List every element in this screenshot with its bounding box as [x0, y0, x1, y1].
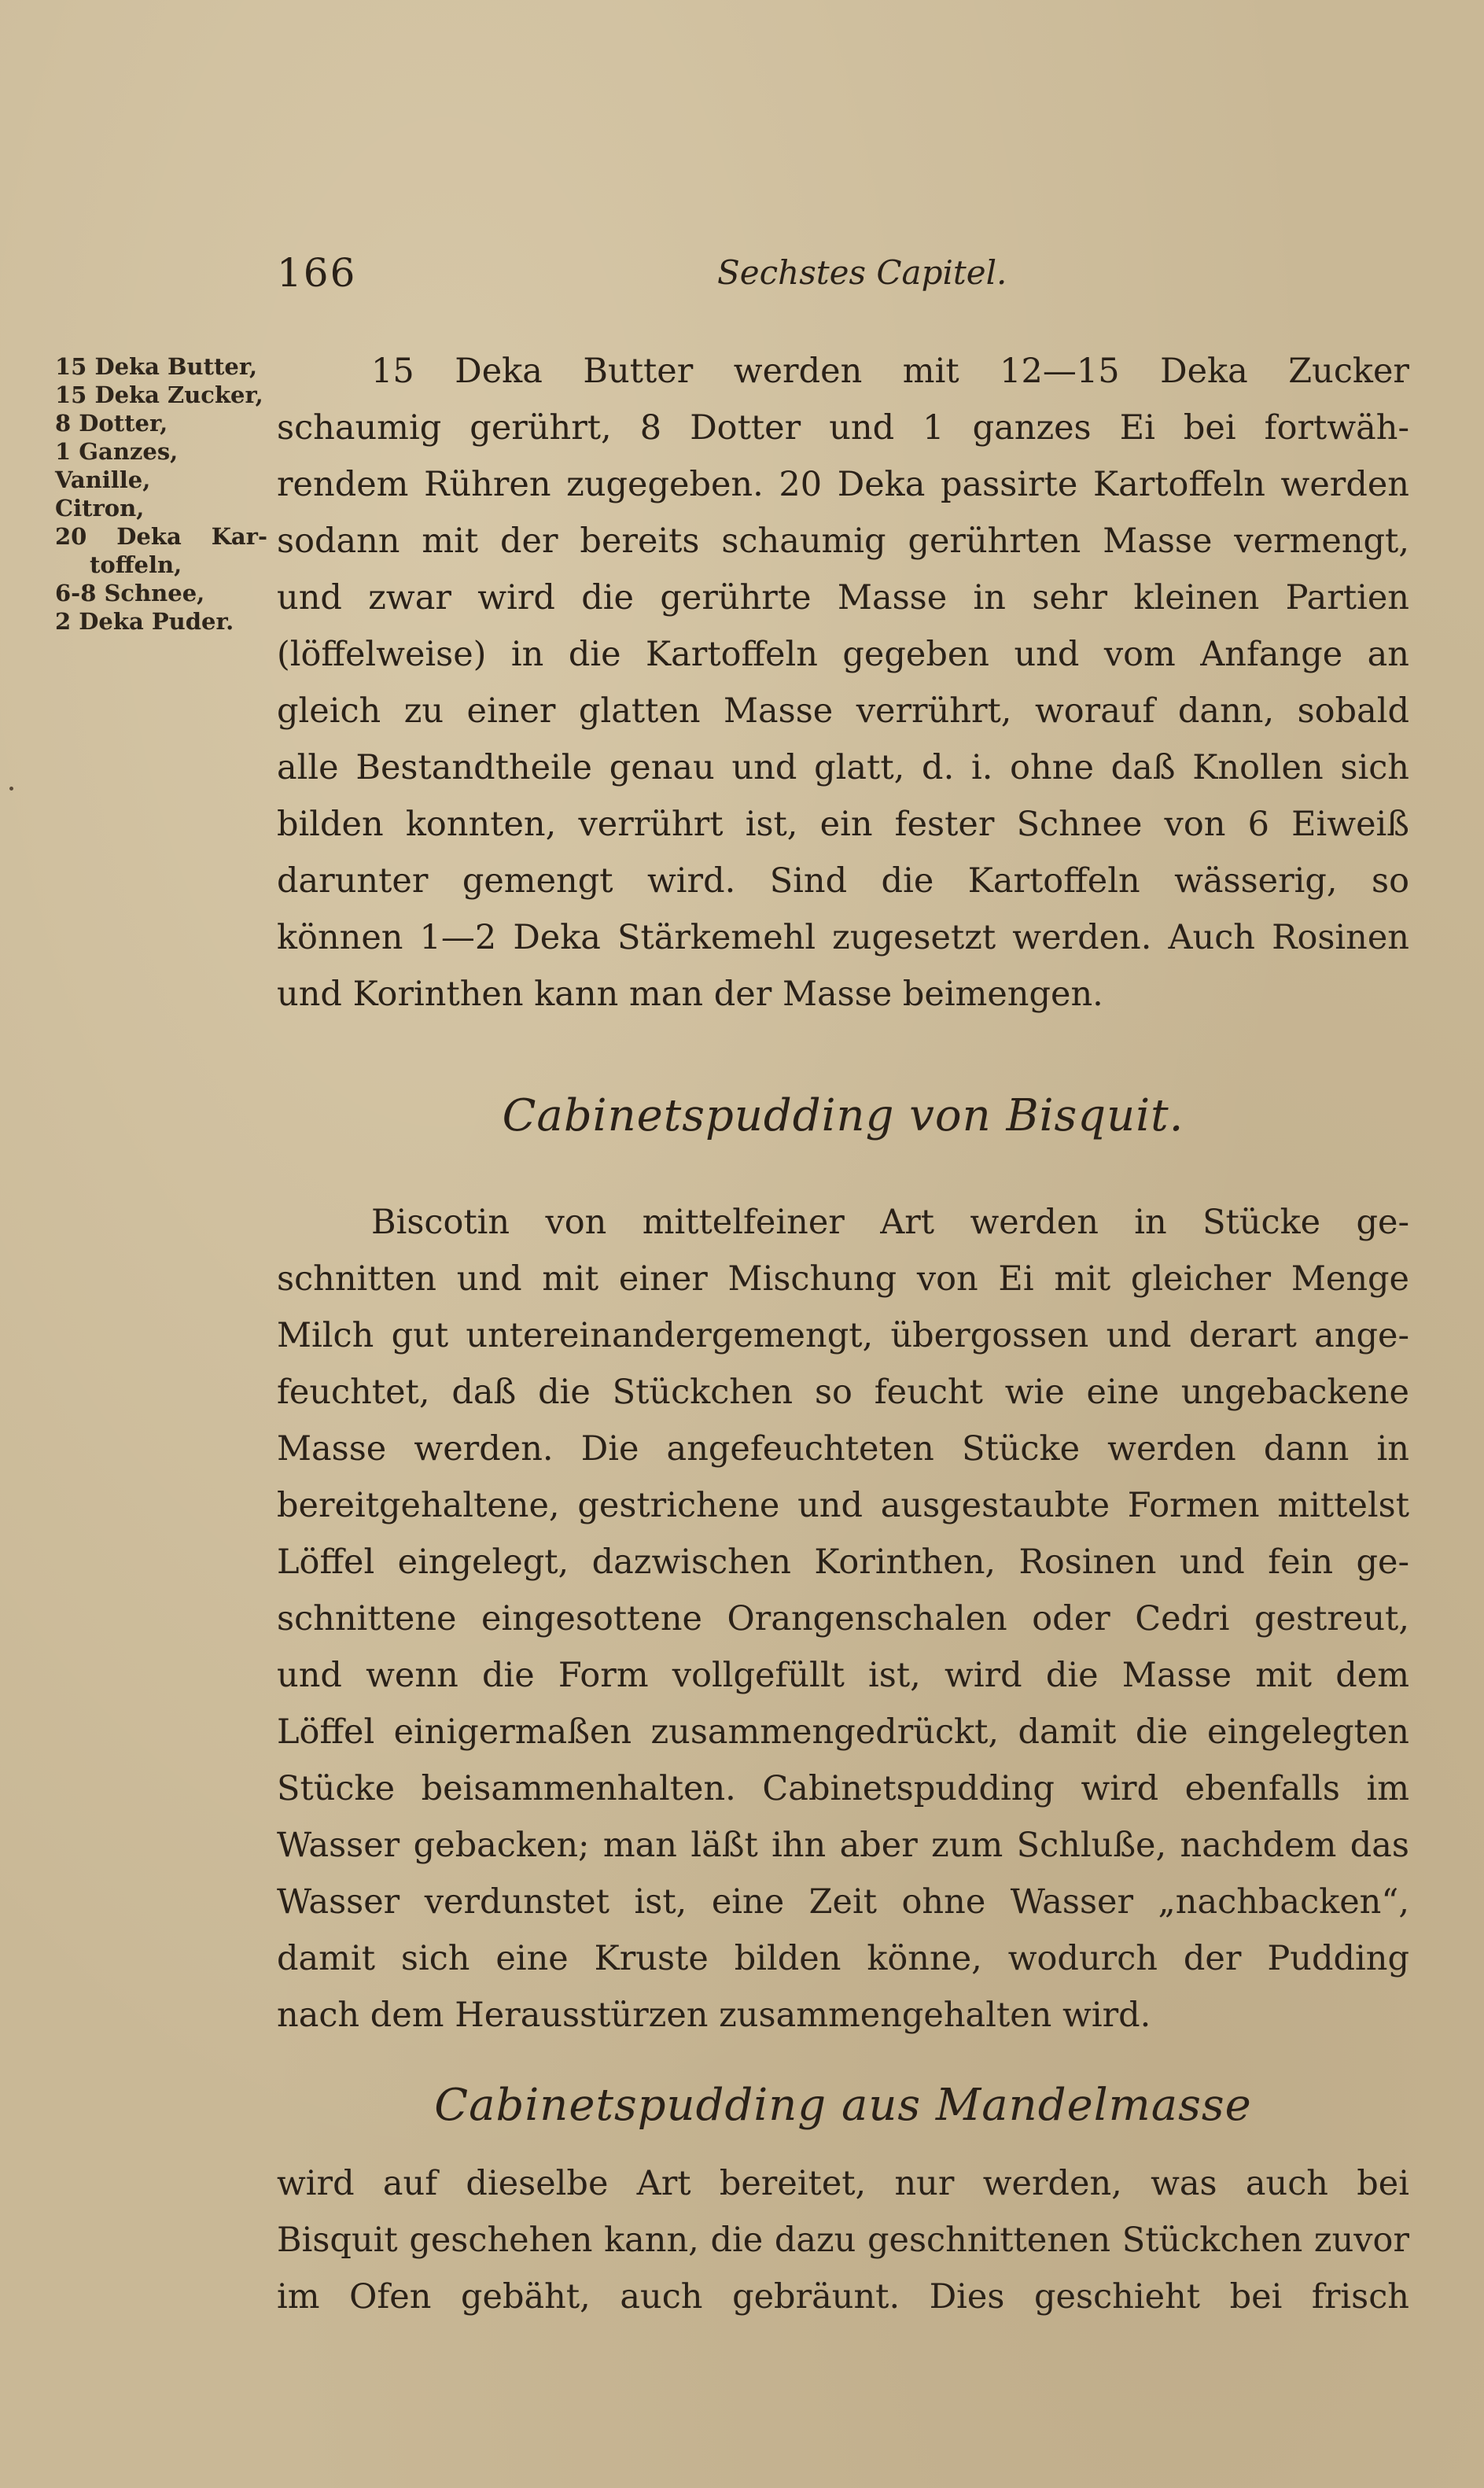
margin-note-line: 6-8 Schnee,: [55, 580, 205, 606]
paragraph-potato-pudding: [277, 343, 1409, 1023]
text-line: 15 Deka Butter werden mit 12—15 Deka Zucker: [371, 352, 1409, 391]
text-line: Milch gut untereinandergemengt, übergossen und derart ange-: [277, 1316, 1409, 1355]
margin-ingredient-note: [55, 352, 267, 636]
margin-note-line: 15 Deka Zucker,: [55, 381, 263, 408]
text-line: und Korinthen kann man der Masse beimengen.: [277, 975, 1103, 1014]
text-line: rendem Rühren zugegeben. 20 Deka passirte Kartoffeln werden: [277, 465, 1409, 504]
section-heading-bisquit: Cabinetspudding von Bisquit.: [502, 1090, 1184, 1141]
paper-speck: [9, 787, 13, 791]
text-line: Biscotin von mittelfeiner Art werden in Stücke ge-: [371, 1203, 1409, 1242]
margin-note-line: 15 Deka Butter,: [55, 353, 258, 380]
page-number: 166: [277, 250, 357, 296]
margin-note-line: 2 Deka Puder.: [55, 608, 234, 635]
text-line: nach dem Herausstürzen zusammengehalten wird.: [277, 1996, 1151, 2035]
paragraph-mandelmasse-pudding: [277, 2155, 1409, 2325]
text-line: Masse werden. Die angefeuchteten Stücke werden dann in: [277, 1429, 1409, 1469]
text-line: schaumig gerührt, 8 Dotter und 1 ganzes Ei bei fortwäh-: [277, 408, 1409, 448]
text-line: bilden konnten, verrührt ist, ein fester Schnee von 6 Eiweiß: [277, 805, 1409, 844]
text-line: im Ofen gebäht, auch gebräunt. Dies geschieht bei frisch: [277, 2277, 1409, 2317]
paragraph-bisquit-pudding: [277, 1194, 1409, 2044]
text-line: gleich zu einer glatten Masse verrührt, worauf dann, sobald: [277, 691, 1409, 731]
text-line: Löffel eingelegt, dazwischen Korinthen, Rosinen und fein ge-: [277, 1543, 1409, 1582]
running-head: [277, 250, 1409, 297]
text-line: alle Bestandtheile genau und glatt, d. i. ohne daß Knollen sich: [277, 748, 1409, 787]
margin-note-line: Citron,: [55, 495, 145, 522]
text-line: und wenn die Form vollgefüllt ist, wird die Masse mit dem: [277, 1656, 1409, 1695]
text-line: bereitgehaltene, gestrichene und ausgestaubte Formen mittelst: [277, 1486, 1409, 1525]
text-line: wird auf dieselbe Art bereitet, nur werden, was auch bei: [277, 2164, 1409, 2203]
text-line: darunter gemengt wird. Sind die Kartoffeln wässerig, so: [277, 861, 1409, 901]
text-line: und zwar wird die gerührte Masse in sehr kleinen Partien: [277, 578, 1409, 617]
text-line: Bisquit geschehen kann, die dazu geschnittenen Stückchen zuvor: [277, 2221, 1409, 2260]
text-line: schnitten und mit einer Mischung von Ei mit gleicher Menge: [277, 1259, 1409, 1299]
margin-note-line: toffeln,: [90, 551, 182, 578]
margin-note-line: Vanille,: [55, 466, 151, 493]
text-line: feuchtet, daß die Stückchen so feucht wie eine ungebackene: [277, 1373, 1409, 1412]
text-line: sodann mit der bereits schaumig gerührten Masse vermengt,: [277, 522, 1409, 561]
text-line: schnittene eingesottene Orangenschalen oder Cedri gestreut,: [277, 1599, 1409, 1638]
margin-note-line: 20 Deka Kar-: [55, 523, 267, 550]
margin-note-line: 8 Dotter,: [55, 410, 168, 437]
text-line: können 1—2 Deka Stärkemehl zugesetzt werden. Auch Rosinen: [277, 918, 1409, 957]
text-line: Löffel einigermaßen zusammengedrückt, damit die eingelegten: [277, 1712, 1409, 1752]
text-line: Wasser verdunstet ist, eine Zeit ohne Wasser „nachbacken“,: [277, 1882, 1409, 1922]
text-line: Wasser gebacken; man läßt ihn aber zum Schluße, nachdem das: [277, 1826, 1409, 1865]
text-line: (löffelweise) in die Kartoffeln gegeben und vom Anfange an: [277, 635, 1409, 674]
margin-note-line: 1 Ganzes,: [55, 438, 179, 465]
text-line: damit sich eine Kruste bilden könne, wodurch der Pudding: [277, 1939, 1409, 1978]
chapter-title: Sechstes Capitel.: [717, 253, 1007, 292]
text-line: Stücke beisammenhalten. Cabinetspudding wird ebenfalls im: [277, 1769, 1409, 1808]
section-heading-mandelmasse: Cabinetspudding aus Mandelmasse: [434, 2080, 1252, 2131]
